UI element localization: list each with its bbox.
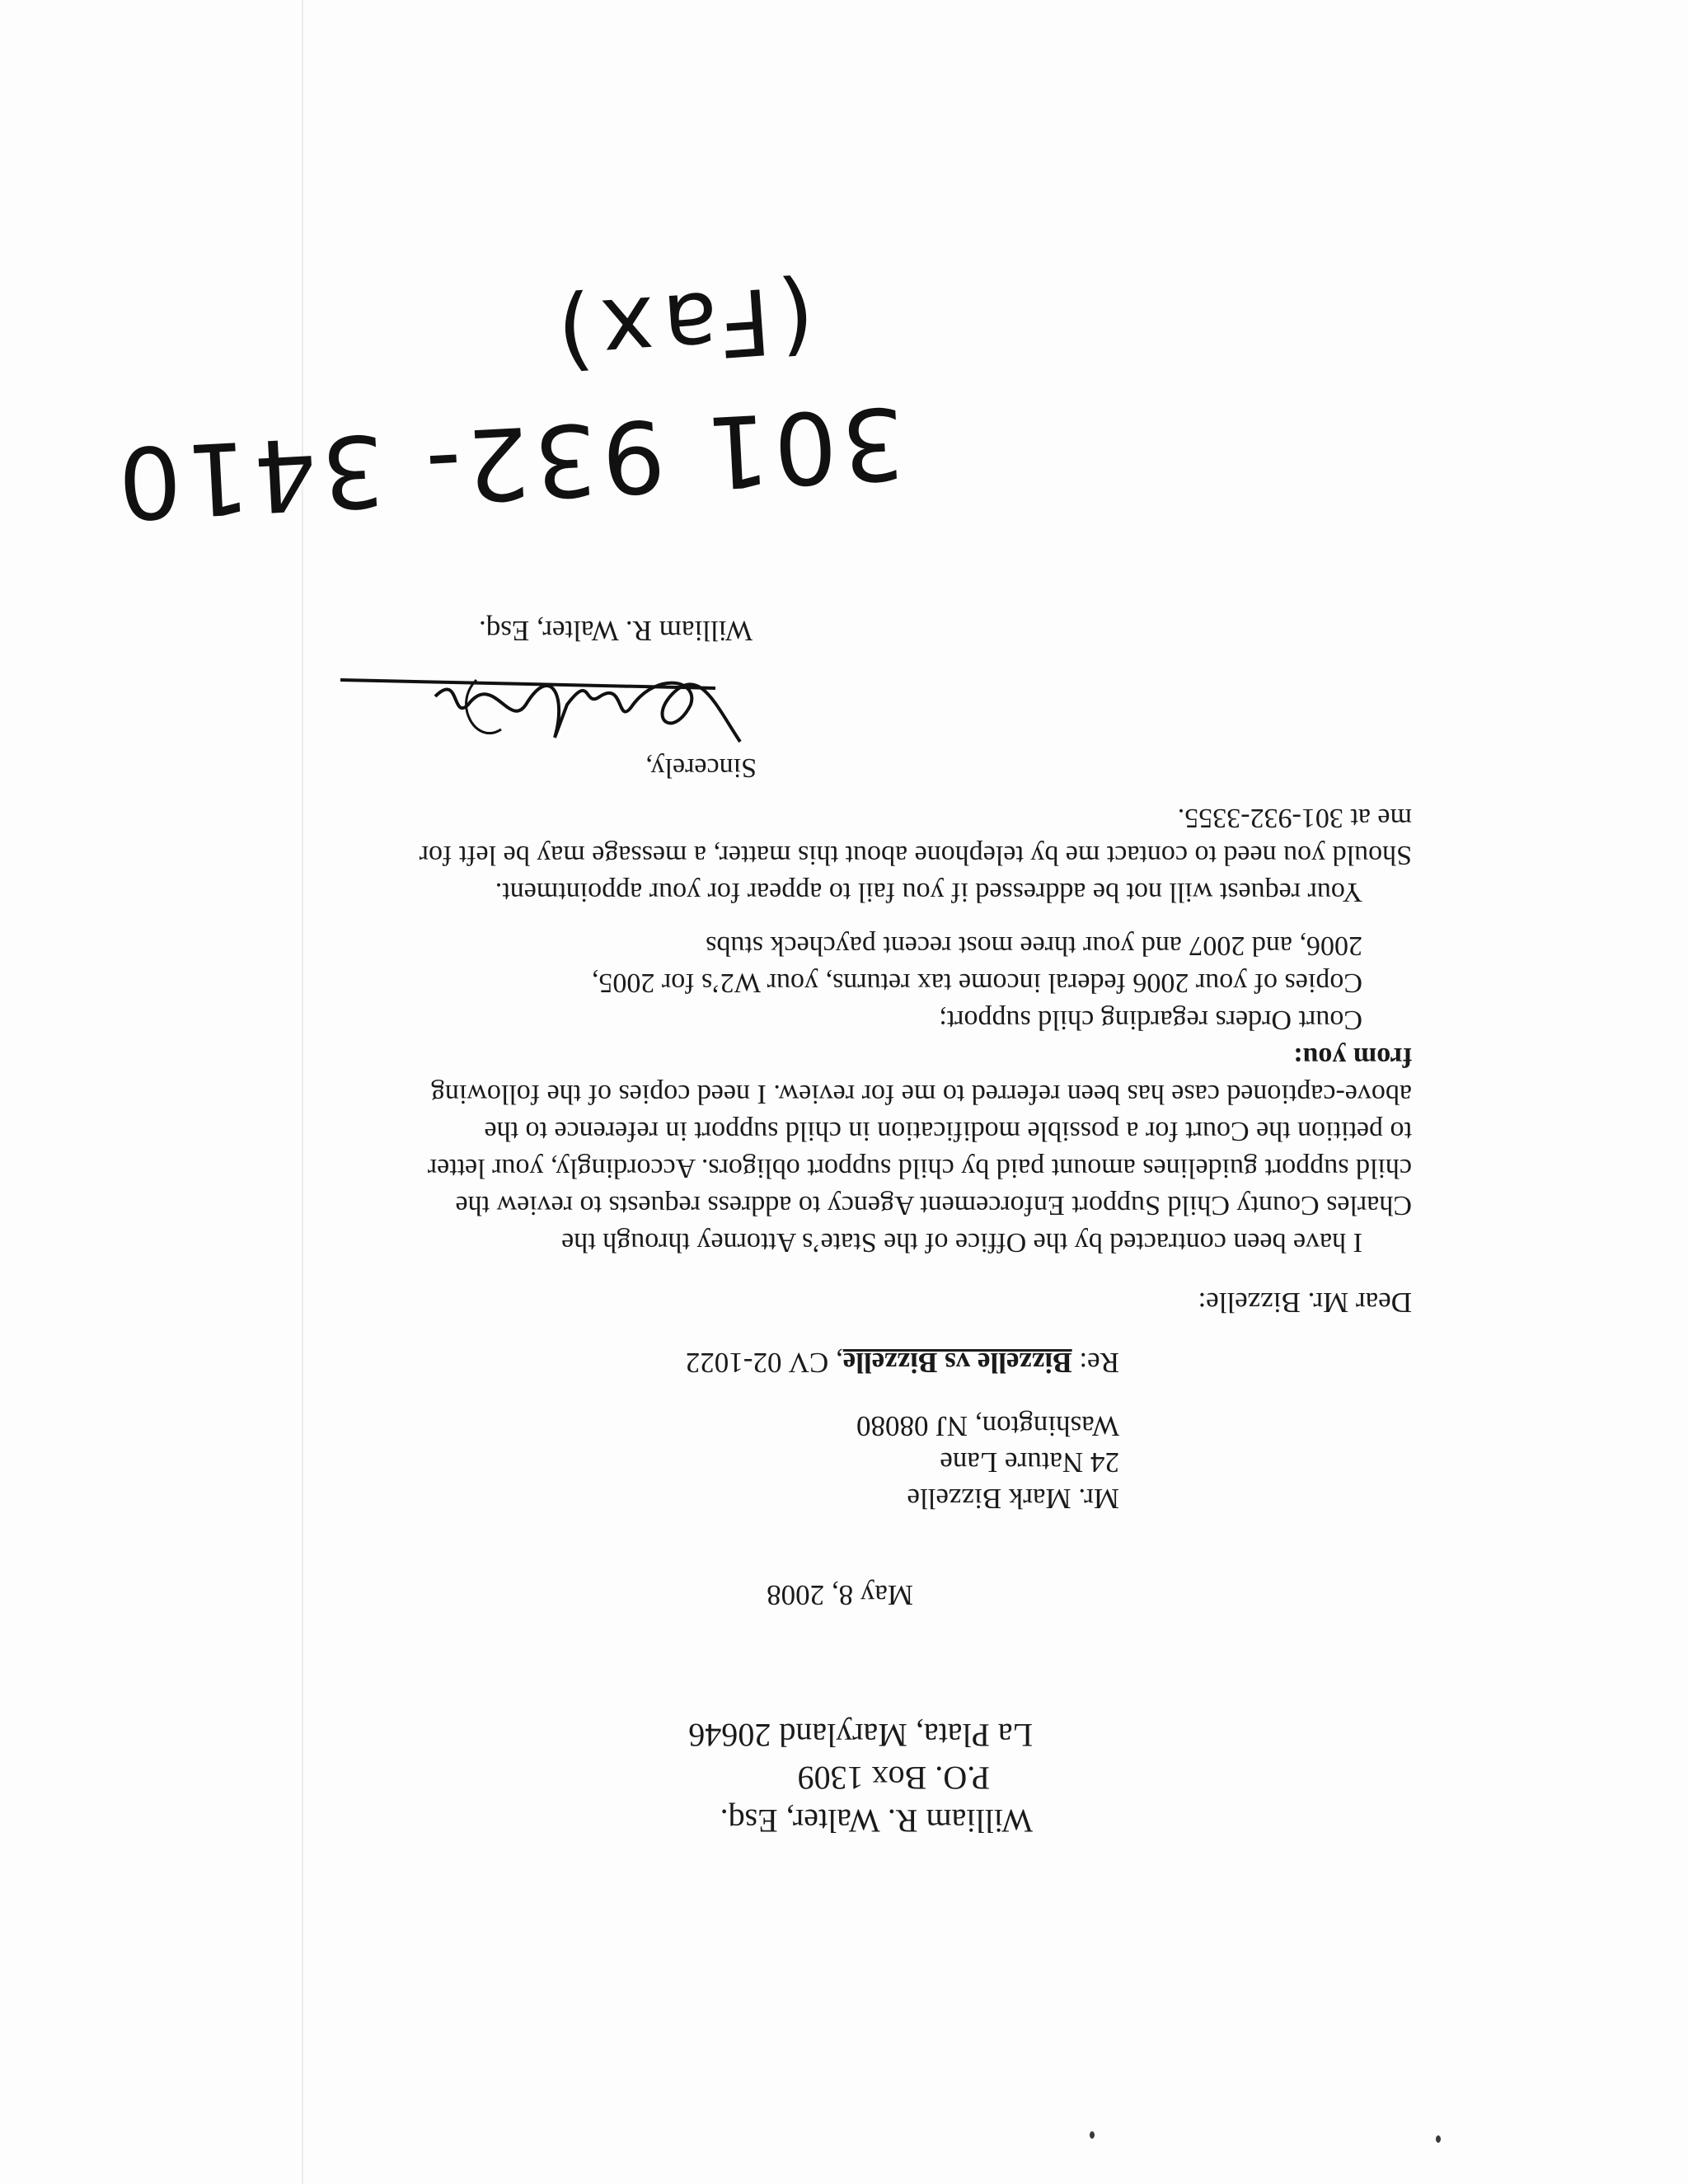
list-item: Copies of your 2006 federal income tax returns, your W2’s for 2005, xyxy=(591,968,1362,998)
signature-graphic xyxy=(336,647,748,754)
body-line: above-captioned case has been referred to me for review. I need copies of the following xyxy=(430,1079,1412,1109)
salutation: Dear Mr. Bizzelle: xyxy=(1198,1286,1412,1319)
body-line: Charles County Child Support Enforcement Agency to address requests to review the xyxy=(455,1190,1412,1221)
closing: Sincerely, xyxy=(645,752,757,783)
scan-speck xyxy=(1090,2131,1095,2139)
recipient-street: 24 Nature Lane xyxy=(940,1446,1119,1479)
recipient-name: Mr. Mark Bizzelle xyxy=(907,1483,1119,1515)
from-you-label: from you: xyxy=(1293,1042,1412,1072)
recipient-address xyxy=(856,1408,1119,1516)
case-name: Bizzelle vs Bizzelle xyxy=(842,1347,1072,1379)
body-line: to petition the Court for a possible modification in child support in reference to the xyxy=(484,1116,1412,1146)
scan-speck xyxy=(1436,2135,1441,2143)
letterhead-name: William R. Walter, Esq. xyxy=(720,1802,1033,1840)
body-line: Should you need to contact me by telephone about this matter, a message may be left for xyxy=(419,840,1412,870)
body-line: child support guidelines amount paid by child support obligors. Accordingly, your letter xyxy=(427,1153,1412,1183)
body-line: I have been contracted by the Office of the State’s Attorney through the xyxy=(561,1227,1362,1258)
list-item: Court Orders regarding child support; xyxy=(939,1005,1362,1035)
letter-date: May 8, 2008 xyxy=(767,1579,913,1611)
recipient-city: Washington, NJ 08080 xyxy=(856,1410,1119,1442)
body-line: Your request will not be addressed if you fail to appear for your appointment. xyxy=(495,877,1362,907)
body-line: me at 301-932-3355. xyxy=(1177,803,1412,833)
letterhead-city: La Plata, Maryland 20646 xyxy=(688,1717,1033,1754)
handwritten-note xyxy=(110,239,907,569)
letterhead-po-box: P.O. Box 1309 xyxy=(797,1760,990,1797)
letter-body xyxy=(274,799,1412,1277)
re-line xyxy=(686,1346,1119,1379)
signer-name: William R. Walter, Esq. xyxy=(478,615,753,647)
list-item: 2006, and 2007 and your three most recent paycheck stubs xyxy=(706,930,1362,961)
handwritten-fax: (Fax) xyxy=(546,264,818,389)
re-prefix: Re: xyxy=(1079,1347,1119,1379)
case-number: , CV 02-1022 xyxy=(685,1347,843,1379)
letterhead xyxy=(604,1713,1033,1842)
handwritten-phone: 301 932- 3410 xyxy=(110,383,907,541)
